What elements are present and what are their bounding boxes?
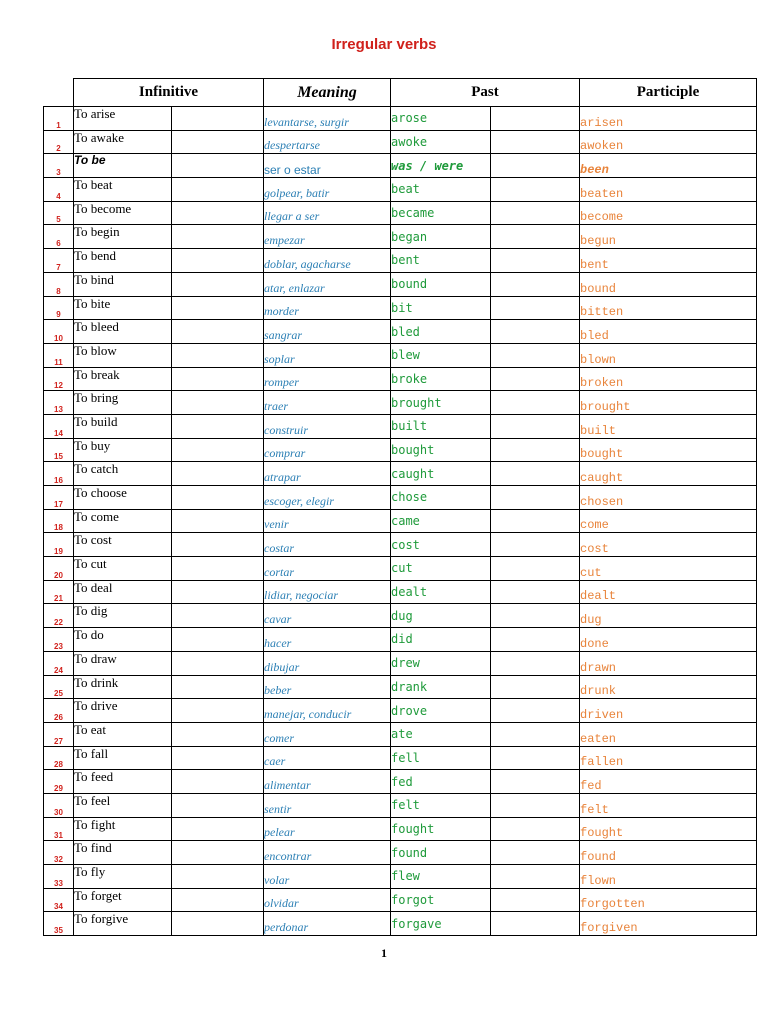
past-note-cell <box>491 391 580 415</box>
past-cell: began <box>391 225 491 249</box>
row-number: 24 <box>44 651 74 675</box>
row-number: 26 <box>44 699 74 723</box>
meaning-cell: manejar, conducir <box>264 699 391 723</box>
infinitive-cell: To cut <box>74 557 172 581</box>
row-number: 9 <box>44 296 74 320</box>
row-number: 34 <box>44 888 74 912</box>
infinitive-note-cell <box>172 817 264 841</box>
table-row <box>44 651 757 675</box>
past-cell: ate <box>391 722 491 746</box>
meaning-cell: atrapar <box>264 462 391 486</box>
infinitive-note-cell <box>172 367 264 391</box>
meaning-cell: levantarse, surgir <box>264 107 391 131</box>
infinitive-cell: To bend <box>74 249 172 273</box>
past-note-cell <box>491 438 580 462</box>
past-note-cell <box>491 580 580 604</box>
participle-cell: cost <box>580 533 757 557</box>
row-number: 35 <box>44 912 74 936</box>
infinitive-note-cell <box>172 438 264 462</box>
participle-cell: awoken <box>580 130 757 154</box>
table-row <box>44 296 757 320</box>
participle-cell: eaten <box>580 722 757 746</box>
table-row <box>44 770 757 794</box>
past-cell: found <box>391 841 491 865</box>
infinitive-cell: To cost <box>74 533 172 557</box>
infinitive-note-cell <box>172 912 264 936</box>
table-row <box>44 793 757 817</box>
infinitive-note-cell <box>172 557 264 581</box>
meaning-cell: empezar <box>264 225 391 249</box>
table-row <box>44 249 757 273</box>
infinitive-note-cell <box>172 865 264 889</box>
meaning-cell: venir <box>264 509 391 533</box>
row-number: 33 <box>44 865 74 889</box>
participle-cell: caught <box>580 462 757 486</box>
infinitive-cell: To begin <box>74 225 172 249</box>
past-cell: blew <box>391 343 491 367</box>
infinitive-cell: To deal <box>74 580 172 604</box>
past-note-cell <box>491 675 580 699</box>
infinitive-note-cell <box>172 391 264 415</box>
table-row <box>44 604 757 628</box>
past-cell: brought <box>391 391 491 415</box>
participle-cell: become <box>580 201 757 225</box>
row-number: 27 <box>44 722 74 746</box>
past-note-cell <box>491 912 580 936</box>
infinitive-cell: To beat <box>74 178 172 202</box>
infinitive-note-cell <box>172 272 264 296</box>
infinitive-cell: To blow <box>74 343 172 367</box>
infinitive-note-cell <box>172 604 264 628</box>
participle-cell: come <box>580 509 757 533</box>
meaning-cell: golpear, batir <box>264 178 391 202</box>
infinitive-cell: To forgive <box>74 912 172 936</box>
past-note-cell <box>491 367 580 391</box>
infinitive-note-cell <box>172 130 264 154</box>
meaning-cell: cavar <box>264 604 391 628</box>
meaning-cell: lidiar, negociar <box>264 580 391 604</box>
row-number: 30 <box>44 793 74 817</box>
table-row <box>44 320 757 344</box>
infinitive-note-cell <box>172 793 264 817</box>
past-cell: flew <box>391 865 491 889</box>
table-row <box>44 438 757 462</box>
meaning-cell: romper <box>264 367 391 391</box>
table-row <box>44 699 757 723</box>
meaning-cell: pelear <box>264 817 391 841</box>
past-note-cell <box>491 746 580 770</box>
past-note-cell <box>491 201 580 225</box>
table-row <box>44 343 757 367</box>
past-cell: cost <box>391 533 491 557</box>
meaning-cell: soplar <box>264 343 391 367</box>
participle-cell: fallen <box>580 746 757 770</box>
past-cell: drove <box>391 699 491 723</box>
infinitive-cell: To dig <box>74 604 172 628</box>
past-cell: drank <box>391 675 491 699</box>
infinitive-note-cell <box>172 770 264 794</box>
past-cell: fought <box>391 817 491 841</box>
meaning-cell: construir <box>264 414 391 438</box>
participle-cell: brought <box>580 391 757 415</box>
infinitive-cell: To come <box>74 509 172 533</box>
meaning-cell: costar <box>264 533 391 557</box>
table-row <box>44 509 757 533</box>
table-row <box>44 628 757 652</box>
meaning-cell: ser o estar <box>264 154 391 178</box>
past-note-cell <box>491 107 580 131</box>
meaning-cell: perdonar <box>264 912 391 936</box>
past-note-cell <box>491 343 580 367</box>
infinitive-note-cell <box>172 888 264 912</box>
past-note-cell <box>491 722 580 746</box>
table-row <box>44 201 757 225</box>
past-note-cell <box>491 865 580 889</box>
past-note-cell <box>491 817 580 841</box>
row-number: 8 <box>44 272 74 296</box>
row-number: 28 <box>44 746 74 770</box>
meaning-column-header: Meaning <box>264 79 391 107</box>
past-cell: forgot <box>391 888 491 912</box>
past-note-cell <box>491 793 580 817</box>
past-note-cell <box>491 178 580 202</box>
page-number: 1 <box>381 946 387 960</box>
table-row <box>44 865 757 889</box>
past-cell: bought <box>391 438 491 462</box>
past-cell: dealt <box>391 580 491 604</box>
past-cell: arose <box>391 107 491 131</box>
table-row <box>44 557 757 581</box>
infinitive-note-cell <box>172 651 264 675</box>
infinitive-cell: To fight <box>74 817 172 841</box>
participle-cell: beaten <box>580 178 757 202</box>
past-cell: forgave <box>391 912 491 936</box>
row-number: 16 <box>44 462 74 486</box>
infinitive-note-cell <box>172 746 264 770</box>
past-column-header: Past <box>391 79 580 107</box>
meaning-cell: morder <box>264 296 391 320</box>
past-cell: broke <box>391 367 491 391</box>
infinitive-note-cell <box>172 414 264 438</box>
infinitive-cell: To feed <box>74 770 172 794</box>
meaning-cell: traer <box>264 391 391 415</box>
infinitive-cell: To fall <box>74 746 172 770</box>
past-cell: fed <box>391 770 491 794</box>
past-cell: dug <box>391 604 491 628</box>
past-cell: cut <box>391 557 491 581</box>
row-number: 14 <box>44 414 74 438</box>
infinitive-cell: To feel <box>74 793 172 817</box>
infinitive-cell: To bleed <box>74 320 172 344</box>
table-row <box>44 675 757 699</box>
infinitive-note-cell <box>172 154 264 178</box>
row-number: 32 <box>44 841 74 865</box>
infinitive-cell: To drive <box>74 699 172 723</box>
participle-cell: fed <box>580 770 757 794</box>
past-note-cell <box>491 486 580 510</box>
participle-cell: arisen <box>580 107 757 131</box>
row-number: 1 <box>44 107 74 131</box>
past-note-cell <box>491 509 580 533</box>
infinitive-cell: To arise <box>74 107 172 131</box>
past-note-cell <box>491 533 580 557</box>
past-cell: drew <box>391 651 491 675</box>
infinitive-cell: To buy <box>74 438 172 462</box>
participle-cell: broken <box>580 367 757 391</box>
infinitive-column-header: Infinitive <box>74 79 264 107</box>
infinitive-cell: To eat <box>74 722 172 746</box>
meaning-cell: sentir <box>264 793 391 817</box>
participle-cell: fought <box>580 817 757 841</box>
infinitive-note-cell <box>172 201 264 225</box>
meaning-cell: caer <box>264 746 391 770</box>
infinitive-cell: To draw <box>74 651 172 675</box>
participle-cell: chosen <box>580 486 757 510</box>
participle-cell: done <box>580 628 757 652</box>
table-row <box>44 912 757 936</box>
participle-column-header: Participle <box>580 79 757 107</box>
table-row <box>44 462 757 486</box>
participle-cell: bled <box>580 320 757 344</box>
table-row <box>44 841 757 865</box>
infinitive-note-cell <box>172 841 264 865</box>
past-cell: awoke <box>391 130 491 154</box>
row-number: 21 <box>44 580 74 604</box>
meaning-cell: comer <box>264 722 391 746</box>
participle-cell: bought <box>580 438 757 462</box>
past-note-cell <box>491 557 580 581</box>
document-title: Irregular verbs <box>331 36 437 53</box>
table-row <box>44 486 757 510</box>
irregular-verbs-table <box>43 78 757 936</box>
past-cell: bound <box>391 272 491 296</box>
meaning-cell: despertarse <box>264 130 391 154</box>
number-column-header <box>44 79 74 107</box>
table-header-row <box>44 79 757 107</box>
infinitive-note-cell <box>172 320 264 344</box>
past-cell: beat <box>391 178 491 202</box>
past-note-cell <box>491 130 580 154</box>
table-row <box>44 533 757 557</box>
infinitive-cell: To bring <box>74 391 172 415</box>
meaning-cell: volar <box>264 865 391 889</box>
participle-cell: forgotten <box>580 888 757 912</box>
participle-cell: bitten <box>580 296 757 320</box>
past-cell: did <box>391 628 491 652</box>
infinitive-cell: To fly <box>74 865 172 889</box>
table-row <box>44 817 757 841</box>
infinitive-cell: To find <box>74 841 172 865</box>
infinitive-note-cell <box>172 343 264 367</box>
meaning-cell: alimentar <box>264 770 391 794</box>
table-row <box>44 178 757 202</box>
row-number: 23 <box>44 628 74 652</box>
past-note-cell <box>491 651 580 675</box>
infinitive-cell: To build <box>74 414 172 438</box>
infinitive-cell: To awake <box>74 130 172 154</box>
table-row <box>44 580 757 604</box>
past-note-cell <box>491 414 580 438</box>
past-note-cell <box>491 225 580 249</box>
infinitive-cell: To be <box>74 154 172 178</box>
past-cell: built <box>391 414 491 438</box>
table-row <box>44 272 757 296</box>
infinitive-cell: To choose <box>74 486 172 510</box>
verb-rows <box>44 107 757 936</box>
infinitive-cell: To break <box>74 367 172 391</box>
past-note-cell <box>491 628 580 652</box>
row-number: 4 <box>44 178 74 202</box>
past-cell: became <box>391 201 491 225</box>
participle-cell: built <box>580 414 757 438</box>
infinitive-cell: To bind <box>74 272 172 296</box>
participle-cell: dug <box>580 604 757 628</box>
meaning-cell: llegar a ser <box>264 201 391 225</box>
table-row <box>44 391 757 415</box>
past-cell: chose <box>391 486 491 510</box>
meaning-cell: dibujar <box>264 651 391 675</box>
infinitive-note-cell <box>172 178 264 202</box>
past-cell: bit <box>391 296 491 320</box>
past-note-cell <box>491 888 580 912</box>
infinitive-note-cell <box>172 509 264 533</box>
participle-cell: dealt <box>580 580 757 604</box>
infinitive-cell: To become <box>74 201 172 225</box>
participle-cell: forgiven <box>580 912 757 936</box>
participle-cell: felt <box>580 793 757 817</box>
past-cell: bent <box>391 249 491 273</box>
table-row <box>44 746 757 770</box>
meaning-cell: cortar <box>264 557 391 581</box>
past-note-cell <box>491 320 580 344</box>
table-row <box>44 367 757 391</box>
infinitive-note-cell <box>172 462 264 486</box>
infinitive-note-cell <box>172 580 264 604</box>
past-note-cell <box>491 272 580 296</box>
participle-cell: driven <box>580 699 757 723</box>
infinitive-note-cell <box>172 486 264 510</box>
table-row <box>44 722 757 746</box>
table-row <box>44 225 757 249</box>
table-row <box>44 888 757 912</box>
row-number: 31 <box>44 817 74 841</box>
row-number: 15 <box>44 438 74 462</box>
meaning-cell: olvidar <box>264 888 391 912</box>
row-number: 10 <box>44 320 74 344</box>
row-number: 11 <box>44 343 74 367</box>
past-cell: caught <box>391 462 491 486</box>
row-number: 17 <box>44 486 74 510</box>
row-number: 19 <box>44 533 74 557</box>
participle-cell: drawn <box>580 651 757 675</box>
meaning-cell: beber <box>264 675 391 699</box>
meaning-cell: atar, enlazar <box>264 272 391 296</box>
row-number: 3 <box>44 154 74 178</box>
participle-cell: bound <box>580 272 757 296</box>
infinitive-note-cell <box>172 699 264 723</box>
participle-cell: blown <box>580 343 757 367</box>
past-cell: felt <box>391 793 491 817</box>
infinitive-cell: To bite <box>74 296 172 320</box>
infinitive-note-cell <box>172 225 264 249</box>
past-note-cell <box>491 604 580 628</box>
participle-cell: begun <box>580 225 757 249</box>
meaning-cell: hacer <box>264 628 391 652</box>
meaning-cell: doblar, agacharse <box>264 249 391 273</box>
meaning-cell: escoger, elegir <box>264 486 391 510</box>
row-number: 20 <box>44 557 74 581</box>
participle-cell: cut <box>580 557 757 581</box>
participle-cell: been <box>580 154 757 178</box>
row-number: 7 <box>44 249 74 273</box>
row-number: 6 <box>44 225 74 249</box>
infinitive-note-cell <box>172 107 264 131</box>
row-number: 5 <box>44 201 74 225</box>
row-number: 25 <box>44 675 74 699</box>
past-cell: fell <box>391 746 491 770</box>
participle-cell: flown <box>580 865 757 889</box>
table-row <box>44 414 757 438</box>
participle-cell: found <box>580 841 757 865</box>
meaning-cell: sangrar <box>264 320 391 344</box>
infinitive-cell: To catch <box>74 462 172 486</box>
row-number: 18 <box>44 509 74 533</box>
past-note-cell <box>491 462 580 486</box>
row-number: 29 <box>44 770 74 794</box>
table-row <box>44 107 757 131</box>
past-cell: was / were <box>391 154 491 178</box>
table-row <box>44 130 757 154</box>
infinitive-note-cell <box>172 675 264 699</box>
past-note-cell <box>491 296 580 320</box>
meaning-cell: encontrar <box>264 841 391 865</box>
past-note-cell <box>491 154 580 178</box>
infinitive-cell: To drink <box>74 675 172 699</box>
participle-cell: drunk <box>580 675 757 699</box>
infinitive-note-cell <box>172 722 264 746</box>
past-note-cell <box>491 249 580 273</box>
infinitive-note-cell <box>172 249 264 273</box>
row-number: 2 <box>44 130 74 154</box>
table-row <box>44 154 757 178</box>
past-note-cell <box>491 699 580 723</box>
past-cell: bled <box>391 320 491 344</box>
infinitive-note-cell <box>172 533 264 557</box>
past-cell: came <box>391 509 491 533</box>
past-note-cell <box>491 770 580 794</box>
meaning-cell: comprar <box>264 438 391 462</box>
participle-cell: bent <box>580 249 757 273</box>
row-number: 22 <box>44 604 74 628</box>
infinitive-cell: To do <box>74 628 172 652</box>
infinitive-cell: To forget <box>74 888 172 912</box>
past-note-cell <box>491 841 580 865</box>
infinitive-note-cell <box>172 296 264 320</box>
infinitive-note-cell <box>172 628 264 652</box>
row-number: 12 <box>44 367 74 391</box>
row-number: 13 <box>44 391 74 415</box>
